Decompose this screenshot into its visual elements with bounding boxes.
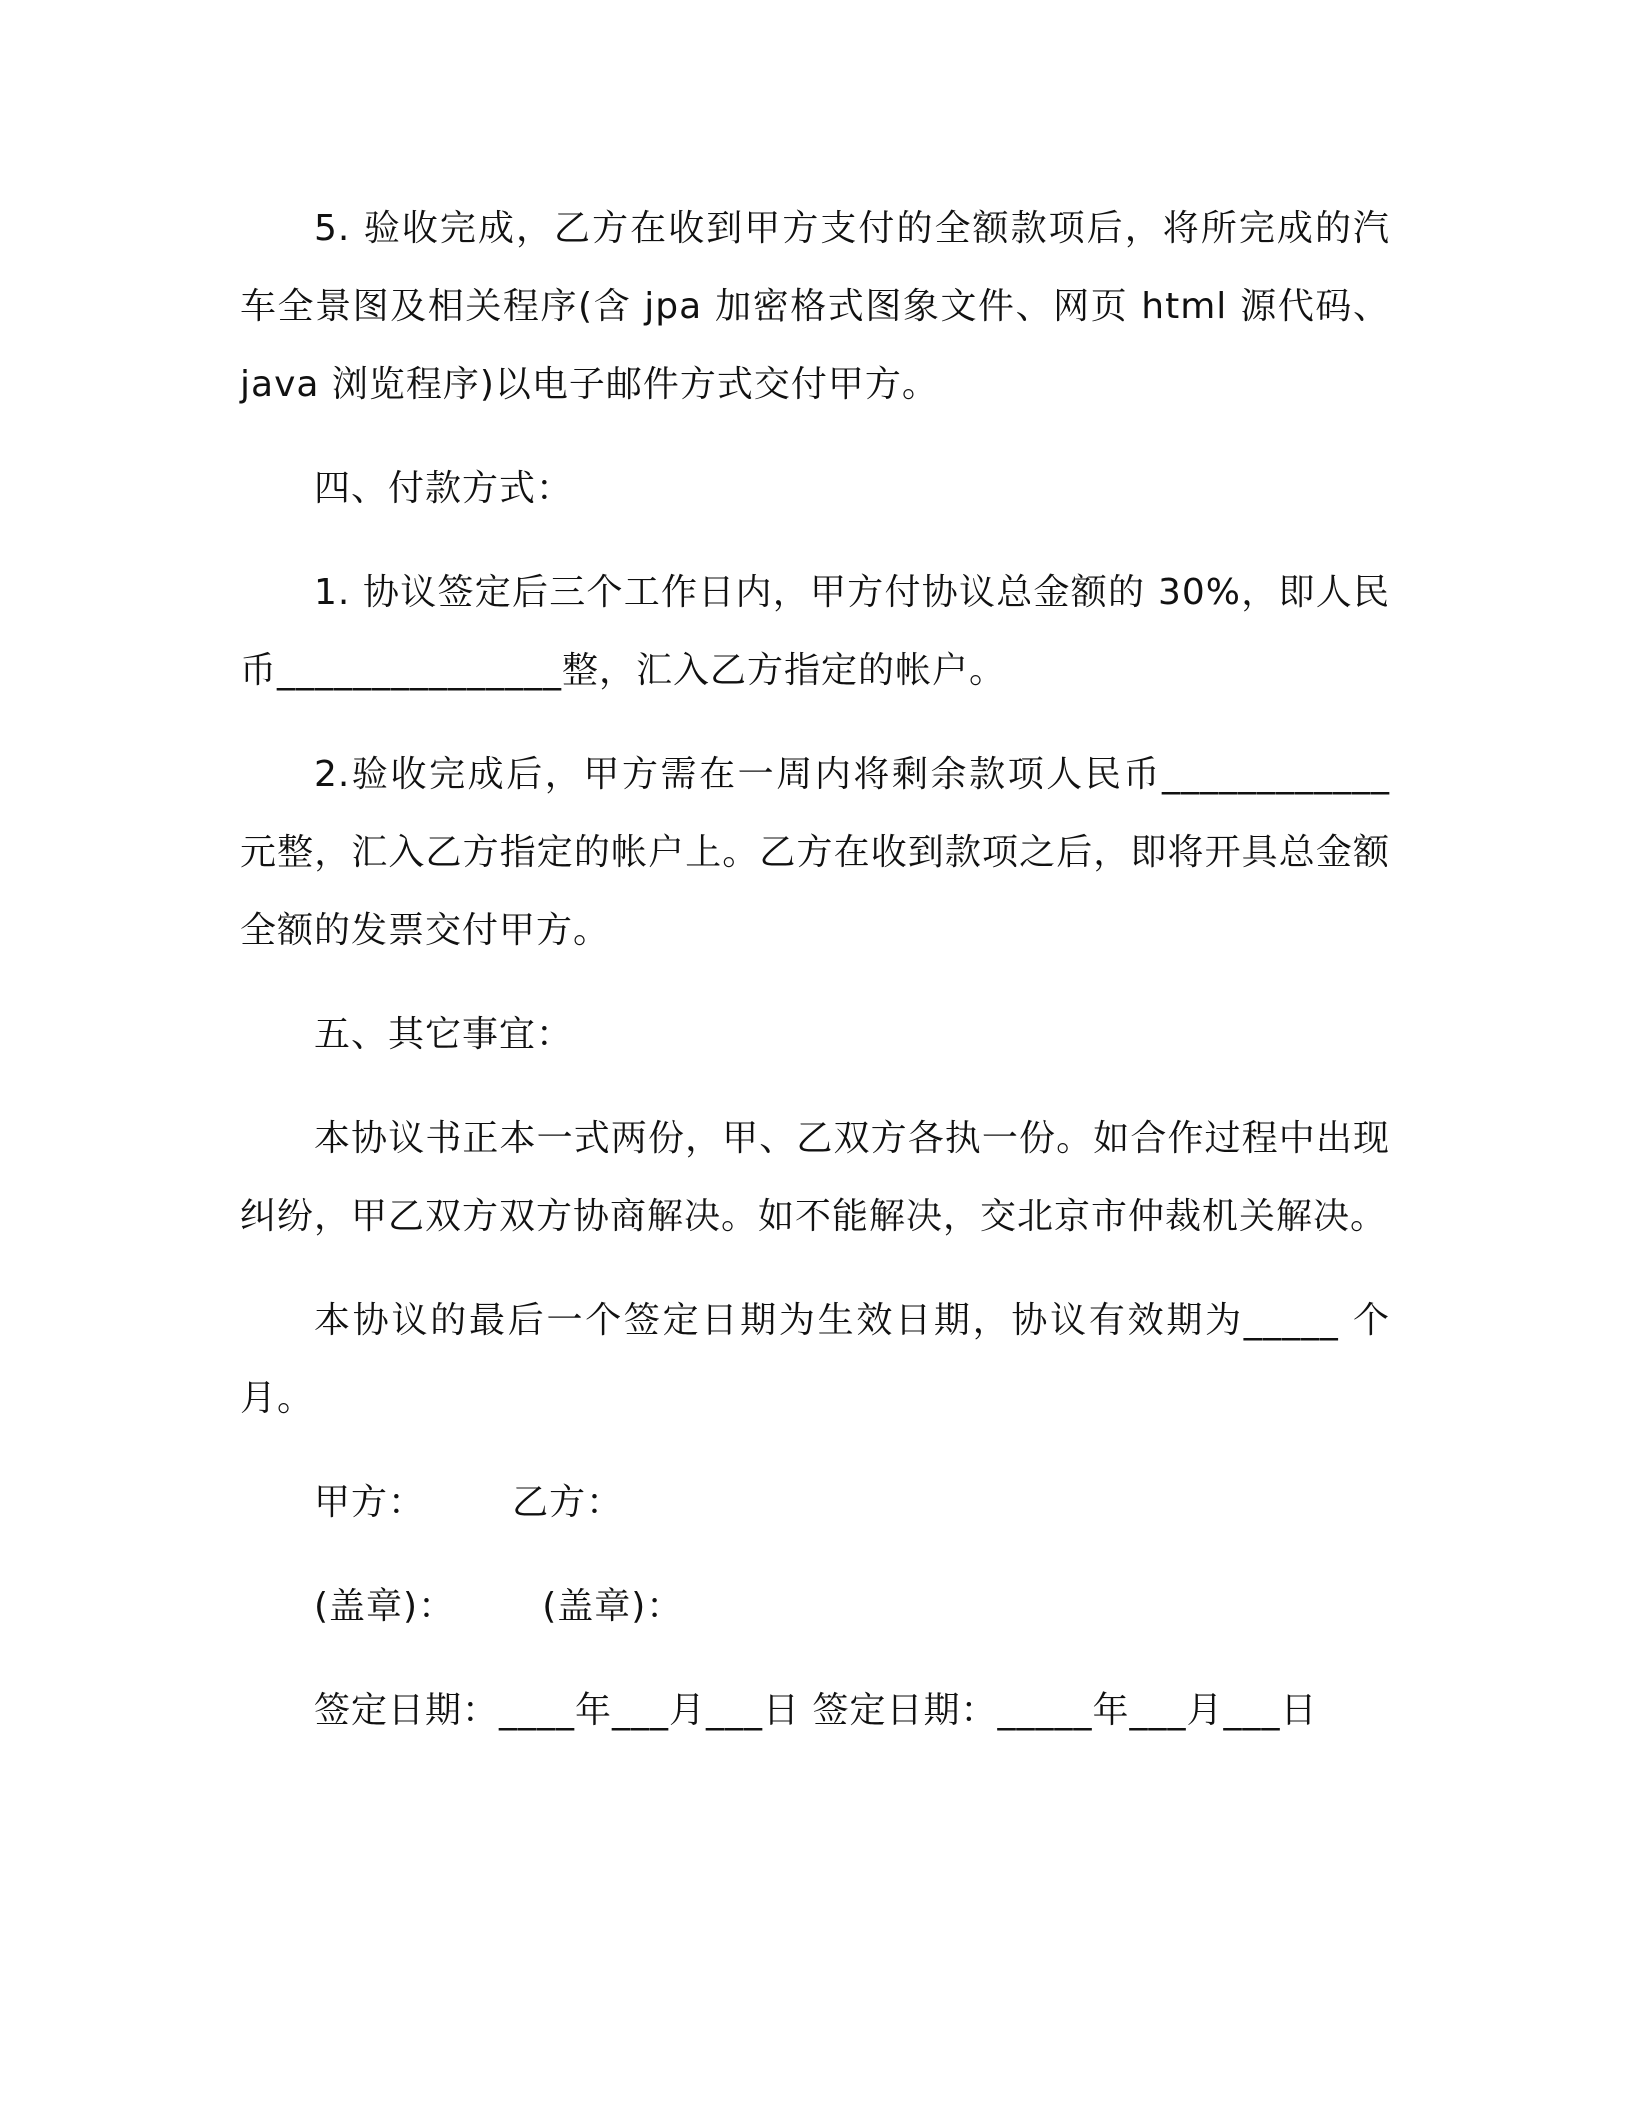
other-matters-clause: 本协议书正本一式两份，甲、乙双方各执一份。如合作过程中出现纠纷，甲乙双方双方协商解决。如不能解决，交北京市仲裁机关解决。 — [240, 1118, 1390, 1237]
party-line: 甲方： 乙方： — [314, 1482, 624, 1523]
document-body — [240, 190, 1390, 1750]
validity-clause: 本协议的最后一个签定日期为生效日期，协议有效期为_____ 个月。 — [240, 1300, 1390, 1419]
clause-5-delivery: 5. 验收完成，乙方在收到甲方支付的全额款项后，将所完成的汽车全景图及相关程序(含 jpa 加密格式图象文件、网页 html 源代码、java 浏览程序)以电子邮件方式交付甲方。 — [240, 208, 1390, 405]
section-5-heading: 五、其它事宜： — [314, 1014, 574, 1055]
signing-date-line: 签定日期：____年___月___日 签定日期：_____年___月___日 — [314, 1690, 1318, 1731]
payment-clause-1: 1. 协议签定后三个工作日内，甲方付协议总金额的 30%，即人民币_______________整，汇入乙方指定的帐户。 — [240, 572, 1390, 691]
seal-line: (盖章)： (盖章)： — [314, 1586, 684, 1627]
payment-clause-2: 2.验收完成后，甲方需在一周内将剩余款项人民币____________元整，汇入乙方指定的帐户上。乙方在收到款项之后，即将开具总金额全额的发票交付甲方。 — [240, 754, 1390, 951]
section-4-heading: 四、付款方式： — [314, 468, 574, 509]
